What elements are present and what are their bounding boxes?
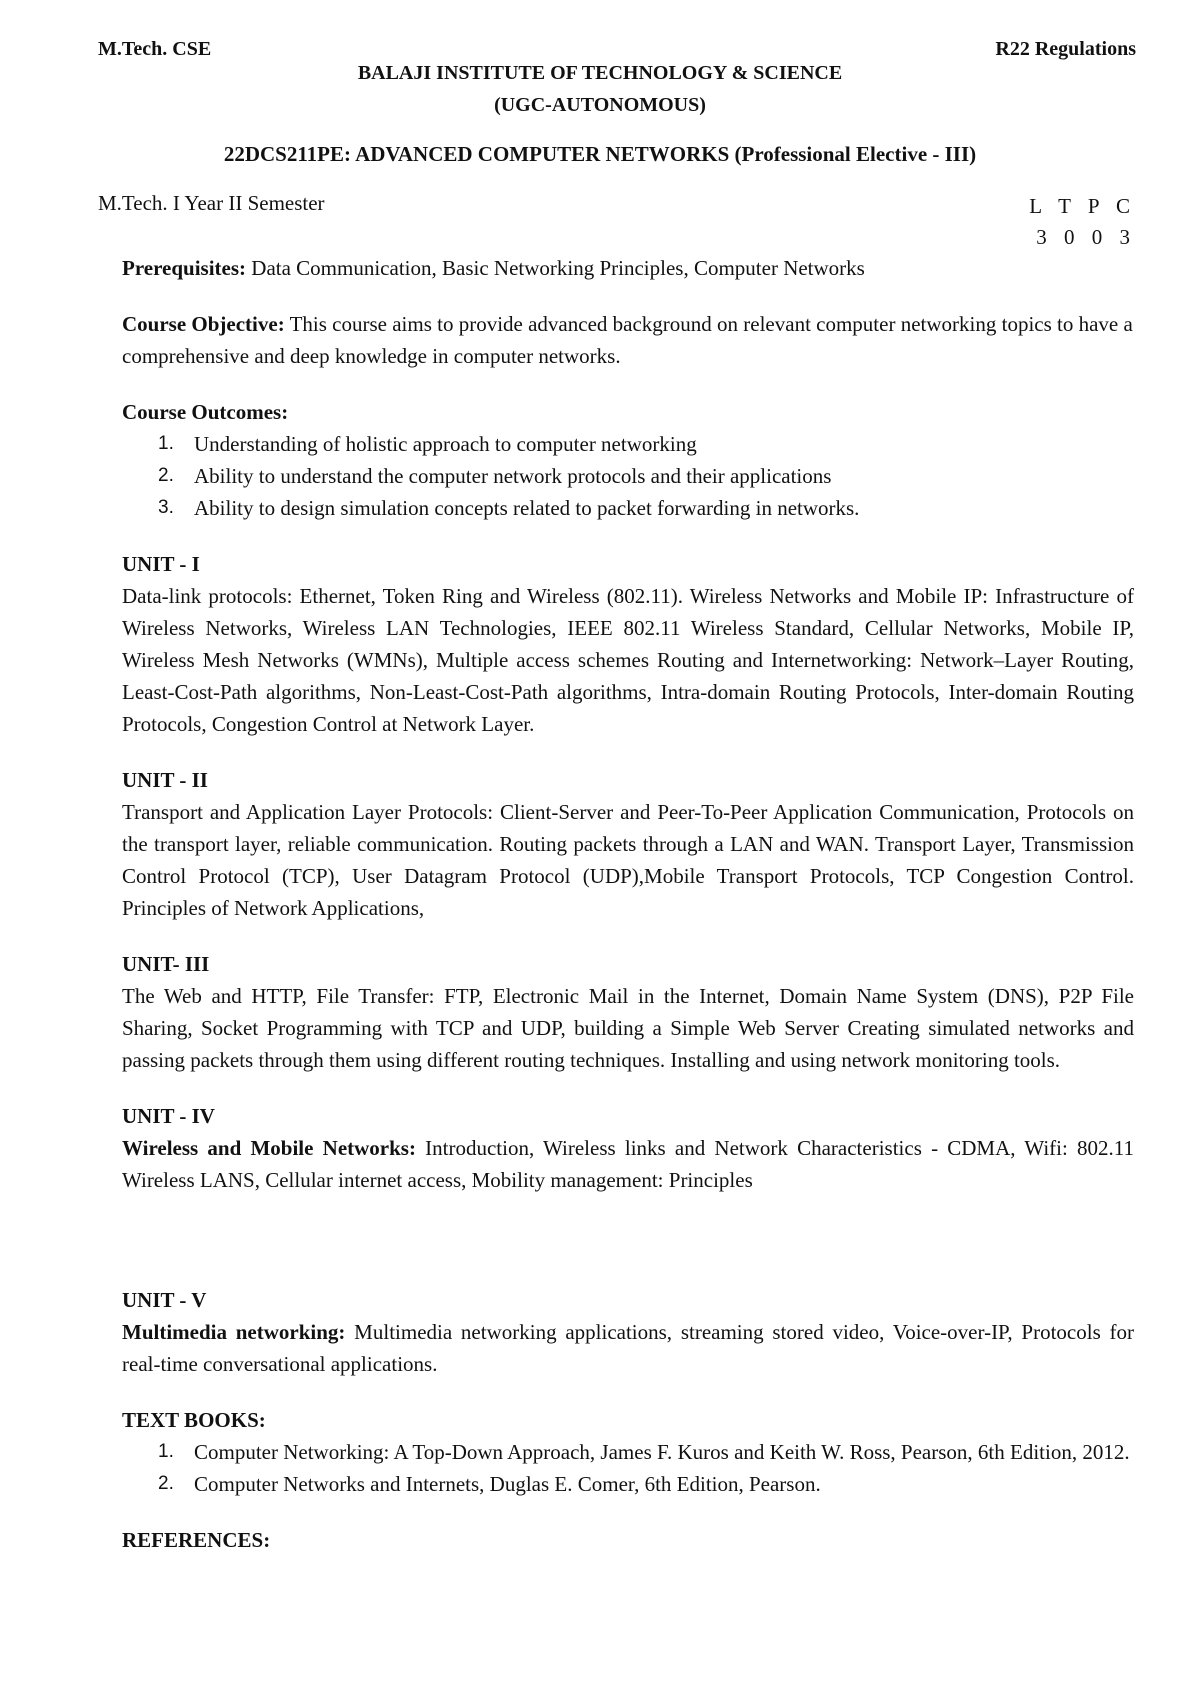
- unit-5-body: [122, 1316, 1134, 1380]
- unit-4-lead: Wireless and Mobile Networks:: [122, 1136, 416, 1160]
- list-text: Ability to design simulation concepts related to packet forwarding in networks.: [194, 496, 860, 520]
- syllabus-body: [122, 252, 1134, 1556]
- unit-4-text: Introduction, Wireless links and Network Characteristics - CDMA, Wifi: 802.11 Wireless LANS, Cellular internet access, Mobility management: Principles: [122, 1136, 1134, 1192]
- list-item: [122, 428, 1134, 460]
- course-objective: [122, 308, 1134, 372]
- list-text: Ability to understand the computer network protocols and their applications: [194, 464, 832, 488]
- list-number: 2.: [158, 1473, 174, 1494]
- textbooks-heading: TEXT BOOKS:: [122, 1408, 266, 1432]
- header-regulations: R22 Regulations: [995, 38, 1136, 60]
- list-text: Understanding of holistic approach to computer networking: [194, 432, 697, 456]
- unit-5-text: Multimedia networking applications, streaming stored video, Voice-over-IP, Protocols for real-time conversational applications.: [122, 1320, 1135, 1376]
- outcomes-heading: Course Outcomes:: [122, 400, 289, 424]
- unit-1-heading: UNIT - I: [122, 552, 200, 576]
- list-item: [122, 1436, 1134, 1468]
- list-number: 1.: [158, 433, 174, 454]
- list-text: Computer Networking: A Top-Down Approach, James F. Kuros and Keith W. Ross, Pearson, 6th Edition, 2012.: [194, 1440, 1130, 1464]
- objective-label: Course Objective:: [122, 312, 285, 336]
- list-number: 1.: [158, 1441, 174, 1462]
- textbooks-list: [122, 1436, 1134, 1500]
- list-number: 3.: [158, 497, 174, 518]
- outcomes-list: [122, 428, 1134, 524]
- prerequisites: [122, 252, 1134, 284]
- course-title: 22DCS211PE: ADVANCED COMPUTER NETWORKS (Professional Elective - III): [223, 142, 977, 166]
- unit-2-heading: UNIT - II: [122, 768, 208, 792]
- list-item: [122, 492, 1134, 524]
- institute-status: (UGC-AUTONOMOUS): [494, 94, 706, 116]
- ltpc-block: [1029, 191, 1136, 253]
- unit-5-heading: UNIT - V: [122, 1288, 207, 1312]
- unit-1-text: Data-link protocols: Ethernet, Token Ring and Wireless (802.11). Wireless Networks and Mobile IP: Infrastructure of Wireless Networks, Wireless LAN Technologies, IEEE 802.11 Wireless Standard, Cellular Networks, Mobile IP, Wireless Mesh Networks (WMNs), Multiple access schemes Routing and Internetworking: Network–Layer Routing, Least-Cost-Path algorithms, Non-Least-Cost-Path algorithms, Intra-domain Routing Protocols, Inter-domain Routing Protocols, Congestion Control at Network Layer.: [122, 584, 1134, 736]
- header-program: M.Tech. CSE: [98, 38, 212, 60]
- prerequisites-label: Prerequisites:: [122, 256, 247, 280]
- unit-3-heading: UNIT- III: [122, 952, 210, 976]
- list-item: [122, 1468, 1134, 1500]
- institute-name: BALAJI INSTITUTE OF TECHNOLOGY & SCIENCE: [357, 62, 843, 84]
- unit-2-text: Transport and Application Layer Protocols: Client-Server and Peer-To-Peer Application Communication, Protocols on the transport layer, reliable communication. Routing packets through a LAN and WAN. Transport Layer, Transmission Control Protocol (TCP), User Datagram Protocol (UDP),Mobile Transport Protocols, TCP Congestion Control. Principles of Network Applications,: [122, 800, 1134, 920]
- list-number: 2.: [158, 465, 174, 486]
- unit-5-lead: Multimedia networking:: [122, 1320, 346, 1344]
- list-item: [122, 460, 1134, 492]
- objective-text: This course aims to provide advanced background on relevant computer networking topics to have a comprehensive and deep knowledge in computer networks.: [122, 312, 1133, 368]
- unit-3-text: The Web and HTTP, File Transfer: FTP, Electronic Mail in the Internet, Domain Name System (DNS), P2P File Sharing, Socket Programming with TCP and UDP, building a Simple Web Server Creating simulated networks and passing packets through them using different routing techniques. Installing and using network monitoring tools.: [122, 984, 1134, 1072]
- unit-4-body: [122, 1132, 1134, 1196]
- references-heading: REFERENCES:: [122, 1528, 271, 1552]
- ltpc-values: 3 0 0 3: [1036, 225, 1136, 249]
- list-text: Computer Networks and Internets, Duglas E. Comer, 6th Edition, Pearson.: [194, 1472, 821, 1496]
- semester-line: M.Tech. I Year II Semester: [98, 191, 325, 215]
- unit-4-heading: UNIT - IV: [122, 1104, 215, 1128]
- ltpc-labels: L T P C: [1029, 194, 1136, 218]
- prerequisites-text: Data Communication, Basic Networking Principles, Computer Networks: [246, 256, 865, 280]
